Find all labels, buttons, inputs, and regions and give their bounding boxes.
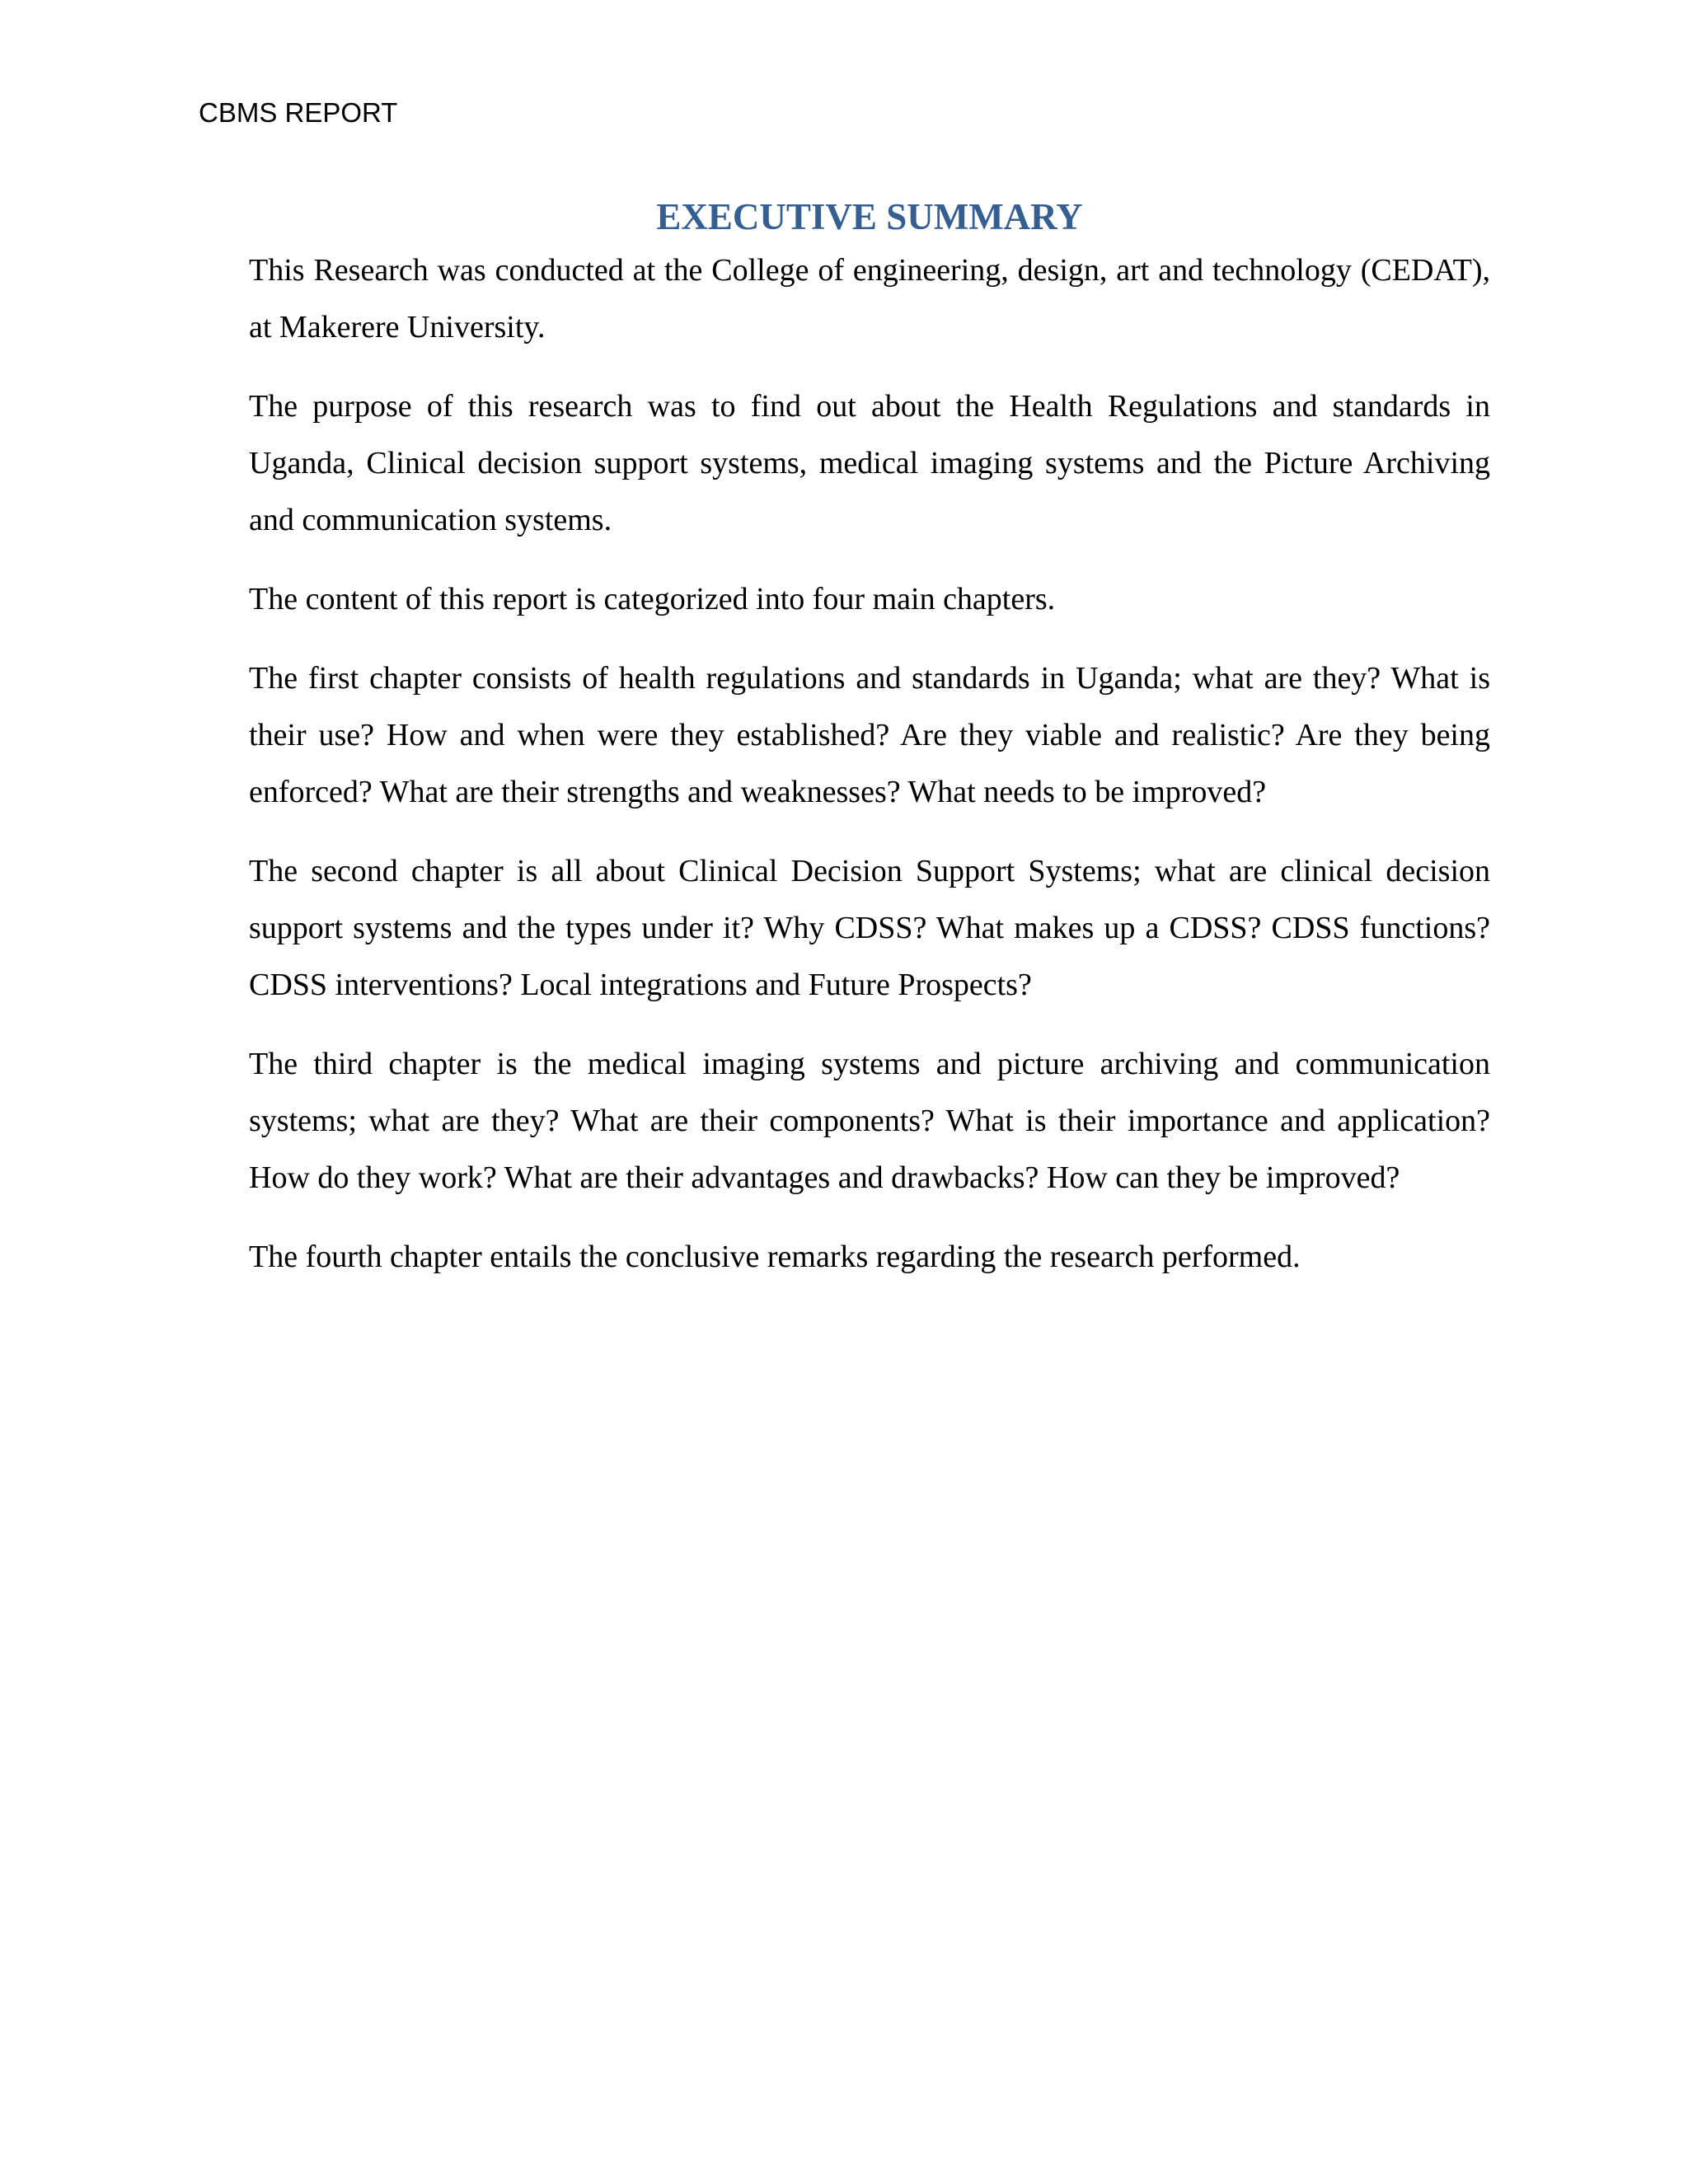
document-body (249, 194, 1490, 1308)
paragraph-structure: The content of this report is categorized into four main chapters. (249, 582, 1056, 616)
running-header: CBMS REPORT (199, 97, 398, 128)
paragraph-chapter-one: The first chapter consists of health regulations and standards in Uganda; what are they? What is their use? How and when were they established? Are they viable and realistic? Are they being enforced? What are their strengths and weaknesses? What needs to be improved? (249, 661, 1490, 809)
page-title: EXECUTIVE SUMMARY (656, 196, 1083, 237)
paragraph-chapter-two: The second chapter is all about Clinical Decision Support Systems; what are clinical decision support systems and the types under it? Why CDSS? What makes up a CDSS? CDSS functions? CDSS interventions? Local integrations and Future Prospects? (249, 854, 1490, 1002)
paragraph-chapter-four: The fourth chapter entails the conclusive remarks regarding the research performed. (249, 1240, 1301, 1274)
paragraph-purpose: The purpose of this research was to find out about the Health Regulations and standards in Uganda, Clinical decision support systems, medical imaging systems and the Picture Archiving and communication systems. (249, 389, 1490, 537)
paragraph-intro: This Research was conducted at the College of engineering, design, art and technology (CEDAT), at Makerere University. (249, 253, 1490, 344)
paragraph-chapter-three: The third chapter is the medical imaging systems and picture archiving and communication systems; what are they? What are their components? What is their importance and application? How do they work? What are their advantages and drawbacks? How can they be improved? (249, 1047, 1490, 1195)
